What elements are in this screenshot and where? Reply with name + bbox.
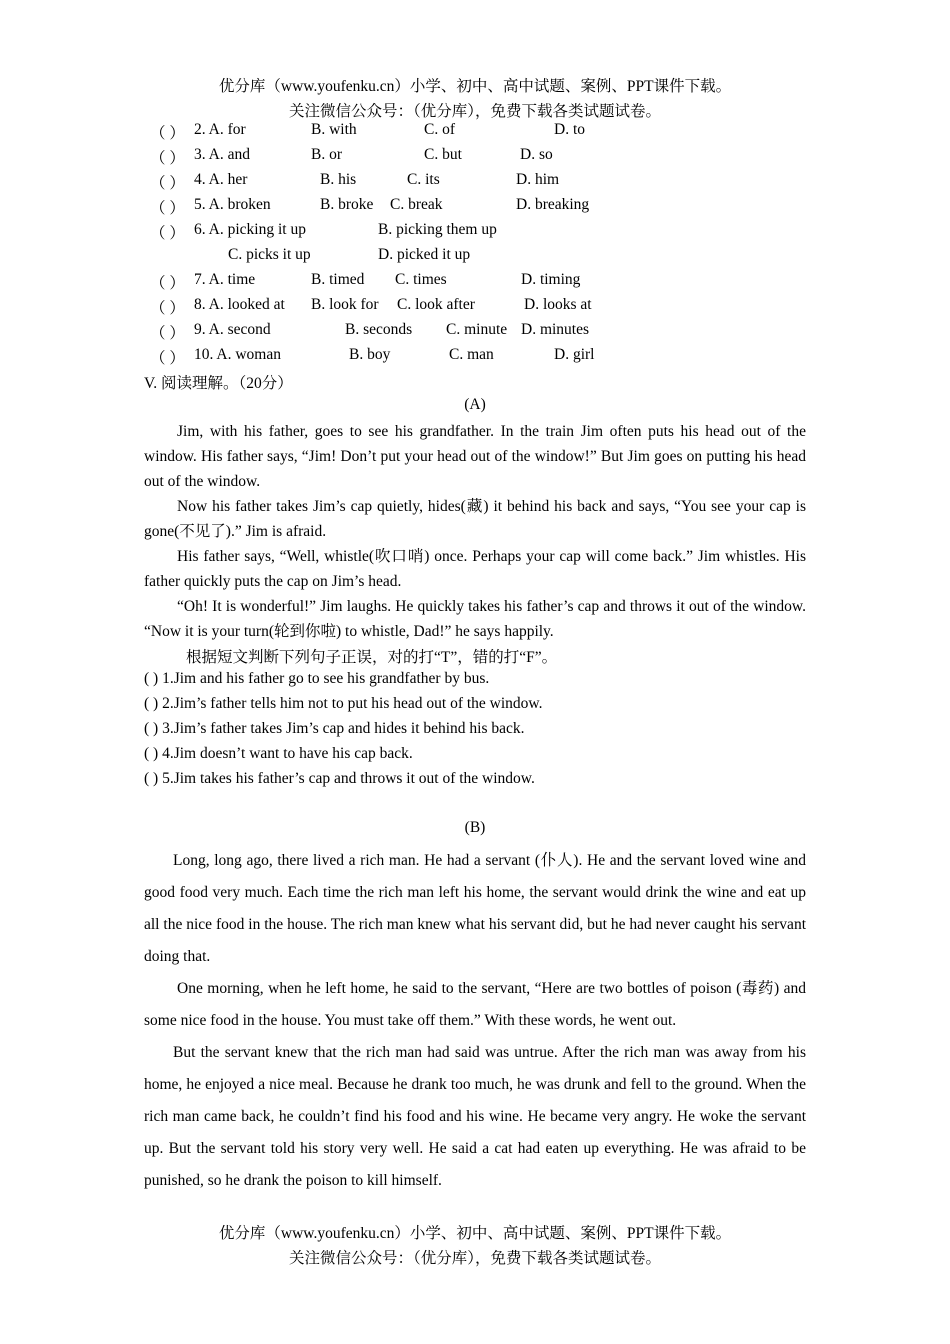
answer-bracket: （ ） — [150, 275, 185, 292]
tf-item-4: ( ) 4.Jim doesn’t want to have his cap back. — [144, 745, 413, 762]
option-b: B. his — [320, 171, 357, 188]
option-c: C. minute — [446, 321, 508, 338]
option-b: B. seconds — [345, 321, 413, 338]
option-c: C. times — [395, 271, 447, 288]
answer-bracket: （ ） — [150, 125, 185, 142]
option-b: B. broke — [320, 196, 374, 213]
section-title: V. 阅读理解。（20分） — [144, 375, 293, 392]
option-c: C. but — [424, 146, 462, 163]
option-d: D. him — [516, 171, 560, 188]
option-d: D. to — [554, 121, 585, 138]
option-d: D. breaking — [516, 196, 590, 213]
option-a: 10. A. woman — [194, 346, 281, 363]
passage-a-paragraph-4: “Oh! It is wonderful!” Jim laughs. He quickly takes his father’s cap and throws it out of the window. “Now it is your turn(轮到你啦) to whistle, Dad!” he says happily. — [144, 598, 806, 640]
tf-item-1: ( ) 1.Jim and his father go to see his grandfather by bus. — [144, 670, 490, 687]
passage-a-paragraph-2: Now his father takes Jim’s cap quietly, hides(藏) it behind his back and says, “You see your cap is gone(不见了).” Jim is afraid. — [144, 498, 806, 540]
answer-bracket: （ ） — [150, 175, 185, 192]
passage-a-label: (A) — [464, 396, 486, 413]
answer-bracket: （ ） — [150, 225, 185, 242]
option-c: C. break — [390, 196, 443, 213]
option-c: C. its — [407, 171, 440, 188]
option-d: D. looks at — [524, 296, 592, 313]
option-a: 2. A. for — [194, 121, 246, 138]
header-line-2: 关注微信公众号：（优分库），免费下载各类试题试卷。 — [288, 103, 661, 120]
passage-a-paragraph-3: His father says, “Well, whistle(吹口哨) once. Perhaps your cap will come back.” Jim whistles. His father quickly puts the cap on Jim’s head. — [144, 548, 806, 590]
option-a: 5. A. broken — [194, 196, 271, 213]
option-a: 3. A. and — [194, 146, 250, 163]
option-a: 9. A. second — [194, 321, 271, 338]
passage-a-instruction: 根据短文判断下列句子正误，对的打“T”，错的打“F”。 — [186, 649, 558, 666]
option-a: 6. A. picking it up — [194, 221, 306, 238]
option-c: C. look after — [397, 296, 475, 313]
passage-b-label: (B) — [464, 819, 486, 836]
option-a: 4. A. her — [194, 171, 248, 188]
option-b: B. picking them up — [378, 221, 497, 238]
option-c: C. picks it up — [228, 246, 311, 263]
header-line-1: 优分库（www.youfenku.cn）小学、初中、高中试题、案例、PPT课件下载。 — [218, 78, 732, 95]
option-b: B. timed — [311, 271, 365, 288]
option-d: D. so — [520, 146, 553, 163]
option-d: D. picked it up — [378, 246, 471, 263]
passage-a-paragraph-1: Jim, with his father, goes to see his grandfather. In the train Jim often puts his head out of the window. His father says, “Jim! Don’t put your head out of the window!” But Jim goes on putting his head out of the window. — [144, 423, 806, 490]
option-b: B. look for — [311, 296, 379, 313]
option-b: B. boy — [349, 346, 391, 363]
answer-bracket: （ ） — [150, 325, 185, 342]
answer-bracket: （ ） — [150, 200, 185, 217]
option-d: D. girl — [554, 346, 595, 363]
option-b: B. with — [311, 121, 357, 138]
option-c: C. man — [449, 346, 494, 363]
option-c: C. of — [424, 121, 455, 138]
option-d: D. minutes — [521, 321, 590, 338]
answer-bracket: （ ） — [150, 300, 185, 317]
answer-bracket: （ ） — [150, 350, 185, 367]
passage-b-paragraph-1: Long, long ago, there lived a rich man. He had a servant (仆人). He and the servant loved wine and good food very much. Each time the rich man left his home, the servant would drink the wine and eat up all the nice food in the house. The rich man knew what his servant did, but he had never caught his servant doing that. — [144, 852, 806, 965]
passage-b-paragraph-2: One morning, when he left home, he said to the servant, “Here are two bottles of poison (毒药) and some nice food in the house. You must take off them.” With these words, he went out. — [144, 980, 806, 1029]
footer-line-2: 关注微信公众号：（优分库），免费下载各类试题试卷。 — [288, 1250, 661, 1267]
option-b: B. or — [311, 146, 342, 163]
footer-line-1: 优分库（www.youfenku.cn）小学、初中、高中试题、案例、PPT课件下载。 — [218, 1225, 732, 1242]
passage-b-paragraph-3: But the servant knew that the rich man had said was untrue. After the rich man was away from his home, he enjoyed a nice meal. Because he drank too much, he was drunk and fell to the ground. When the rich man came back, he couldn’t find his food and his wine. He became very angry. He woke the servant up. But the servant told his story very well. He said a cat had eaten up everything. He was afraid to be punished, so he drank the poison to kill himself. — [144, 1044, 806, 1189]
answer-bracket: （ ） — [150, 150, 185, 167]
tf-item-2: ( ) 2.Jim’s father tells him not to put his head out of the window. — [144, 695, 543, 712]
tf-item-5: ( ) 5.Jim takes his father’s cap and throws it out of the window. — [144, 770, 535, 787]
option-a: 7. A. time — [194, 271, 256, 288]
option-a: 8. A. looked at — [194, 296, 285, 313]
option-d: D. timing — [521, 271, 581, 288]
tf-item-3: ( ) 3.Jim’s father takes Jim’s cap and hides it behind his back. — [144, 720, 525, 737]
